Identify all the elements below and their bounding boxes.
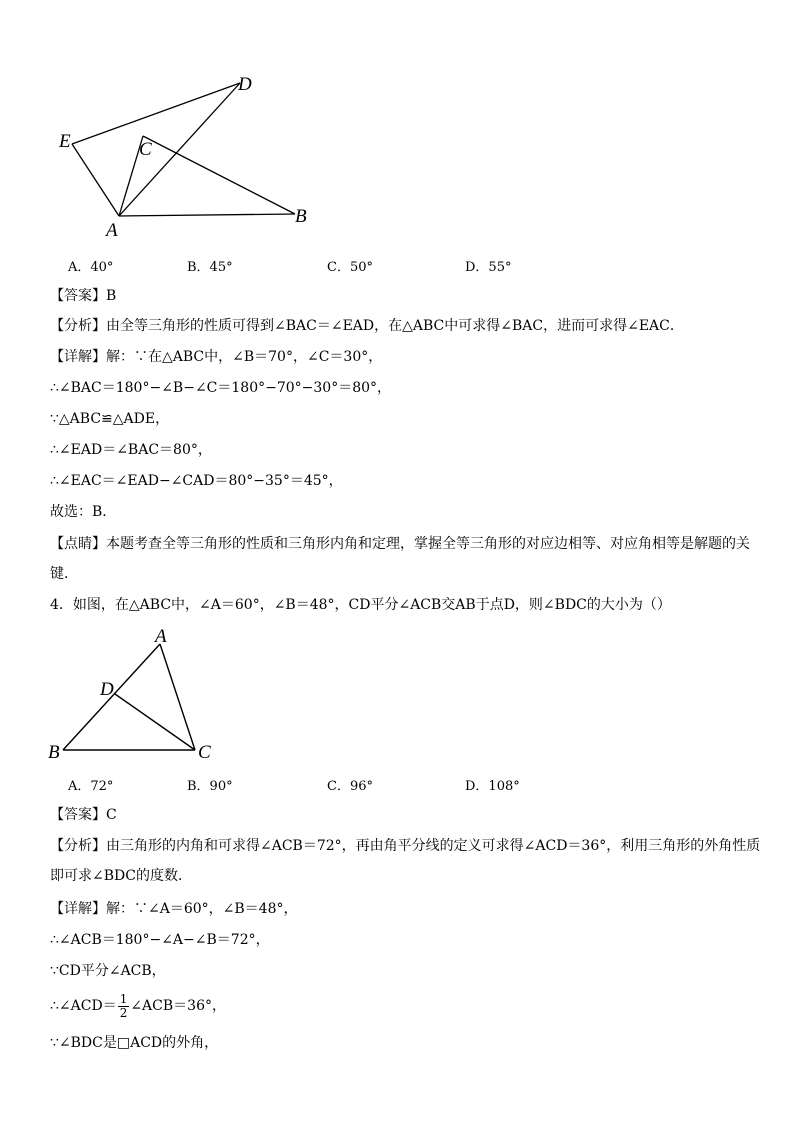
q4-option-c: C．96° [327, 779, 373, 794]
q3-detail-2: ∴∠BAC＝180°−∠B−∠C＝180°−70°−30°＝80°， [50, 380, 392, 396]
q3-segment-AD [119, 83, 240, 216]
q4-option-b: B．90° [187, 779, 233, 794]
q3-label-E: E [59, 131, 71, 152]
q4-analysis-1: 【分析】由三角形的内角和可求得∠ACB＝72°，再由角平分线的定义可求得∠ACD＝36°，利用三角形的外角性质 [50, 838, 761, 854]
q3-label-D: D [238, 74, 252, 95]
q4-detail-2: ∴∠ACB＝180°−∠A−∠B＝72°， [50, 932, 270, 948]
q3-detail-3: ∵△ABC≌△ADE， [50, 411, 170, 427]
q3-option-c: C．50° [327, 260, 373, 275]
q3-comment-1: 【点睛】本题考查全等三角形的性质和三角形内角和定理，掌握全等三角形的对应边相等、对应角相等是解题的关 [50, 536, 750, 552]
q4-option-a: A．72° [68, 779, 114, 794]
q4-detail-1: 【详解】解：∵∠A＝60°，∠B＝48°， [50, 901, 298, 917]
q3-label-C: C [139, 139, 152, 160]
q4-segment-AC [160, 644, 195, 750]
q3-answer: 【答案】B [50, 288, 117, 304]
q3-analysis: 【分析】由全等三角形的性质可得到∠BAC＝∠EAD，在△ABC中可求得∠BAC，进而可求得∠EAC． [50, 318, 684, 334]
q4-segment-DC [115, 694, 195, 750]
q4-label-B: B [48, 742, 60, 763]
q3-option-a: A．40° [68, 260, 114, 275]
q4-question: 4．如图，在△ABC中，∠A＝60°，∠B＝48°，CD平分∠ACB交AB于点D，则∠BDC的大小为（） [50, 597, 671, 613]
q4-label-D: D [100, 679, 114, 700]
q3-segment-AB [119, 214, 295, 216]
q4-option-d: D．108° [465, 779, 520, 794]
q3-label-A: A [106, 220, 118, 240]
q4-label-C: C [198, 742, 211, 763]
q3-option-b: B．45° [187, 260, 233, 275]
q4-detail-4-suffix: ∠ACB＝36°， [130, 998, 226, 1014]
q3-comment-2: 键． [50, 566, 78, 582]
q3-detail-4: ∴∠EAD＝∠BAC＝80°， [50, 442, 212, 458]
q3-detail-1: 【详解】解：∵在△ABC中，∠B＝70°，∠C＝30°， [50, 349, 383, 365]
fraction-numerator: 1 [119, 991, 128, 1006]
q3-detail-5: ∴∠EAC＝∠EAD−∠CAD＝80°−35°＝45°， [50, 473, 343, 489]
q3-segment-ED [72, 83, 240, 144]
q3-segment-CB [143, 136, 295, 214]
q3-option-d: D．55° [465, 260, 512, 275]
q3-segment-EA [72, 144, 119, 216]
q3-figure [55, 70, 315, 240]
q3-conclusion: 故选：B． [50, 504, 117, 520]
q4-answer: 【答案】C [50, 807, 117, 823]
fraction-denominator: 2 [119, 1005, 128, 1020]
q4-detail-5: ∵∠BDC是□ACD的外角， [50, 1035, 219, 1051]
q4-label-A: A [155, 626, 167, 647]
q4-detail-4-prefix: ∴∠ACD＝ [50, 998, 117, 1014]
q4-figure [45, 625, 225, 765]
half-fraction [118, 993, 130, 1020]
q4-detail-4 [50, 990, 226, 1022]
q3-label-B: B [295, 206, 307, 227]
q4-analysis-2: 即可求∠BDC的度数． [50, 868, 192, 884]
q4-detail-3: ∵CD平分∠ACB， [50, 963, 166, 979]
